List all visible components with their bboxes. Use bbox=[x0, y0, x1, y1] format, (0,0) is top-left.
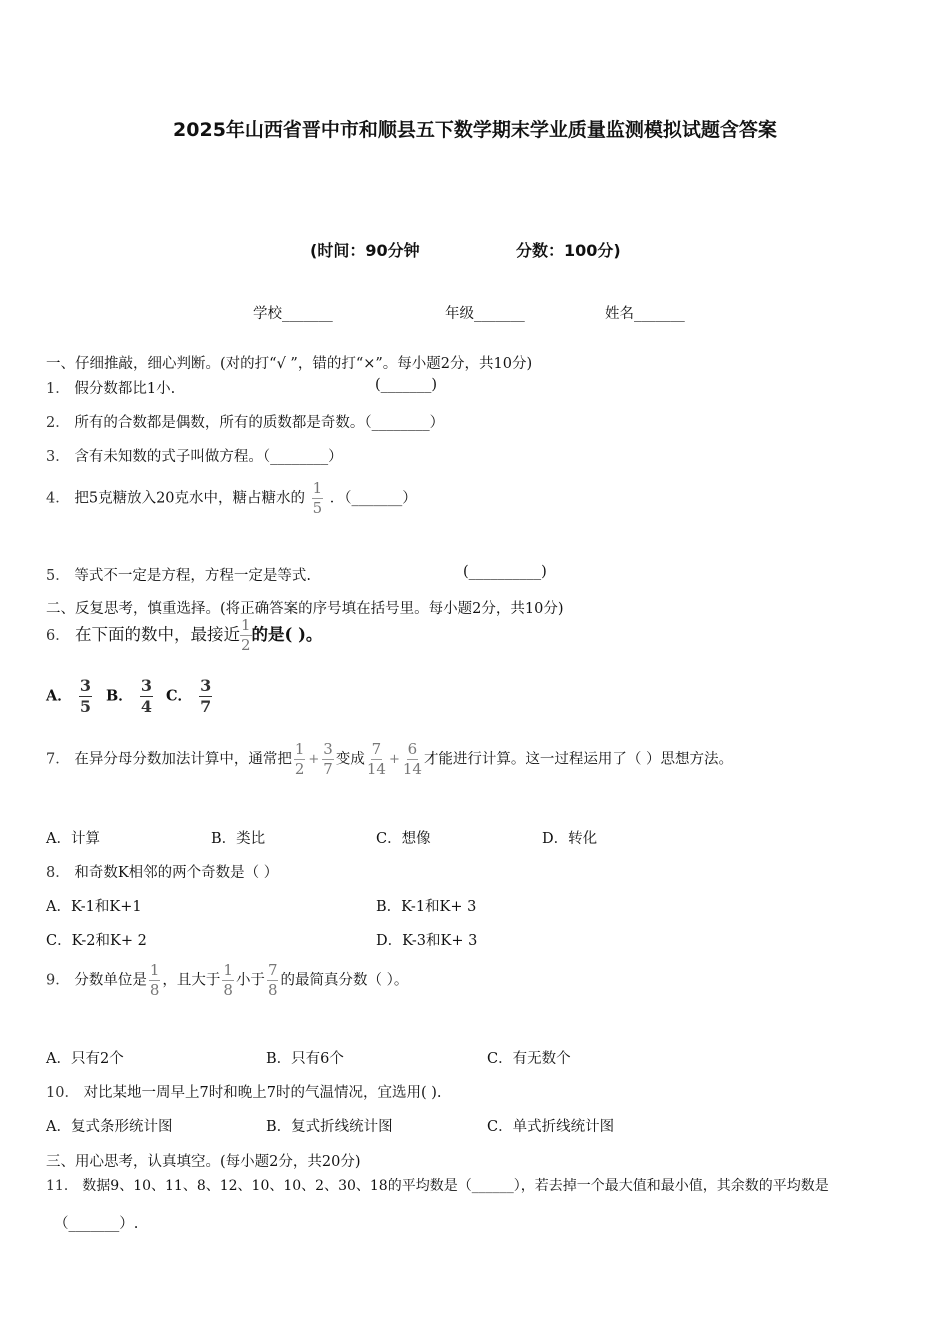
section1-heading: 一、仔细推敲，细心判断。(对的打“√ ”，错的打“×”。每小题2分，共10分) bbox=[46, 356, 533, 372]
numerator: 1 bbox=[312, 479, 323, 497]
question-text: 假分数都比1小. bbox=[74, 381, 176, 397]
denominator: 14 bbox=[402, 760, 422, 778]
option-label: C． bbox=[166, 687, 193, 705]
question-number: 2． bbox=[46, 415, 70, 431]
fraction-one-half bbox=[294, 742, 306, 777]
denominator: 14 bbox=[366, 760, 386, 778]
question-text: 把5克糖放入20克水中，糖占糖水的 bbox=[74, 490, 306, 507]
denominator: 8 bbox=[267, 981, 278, 999]
denominator: 8 bbox=[223, 981, 233, 999]
q6-option-c bbox=[166, 678, 214, 715]
question-text: 在异分母分数加法计算中，通常把 bbox=[74, 751, 292, 768]
fraction-seven-eighths bbox=[267, 963, 279, 998]
question-10 bbox=[46, 1081, 442, 1102]
question-11-continued: （_______）. bbox=[54, 1216, 139, 1232]
question-number: 5． bbox=[46, 568, 70, 584]
q9-option-a: A．只有2个 bbox=[46, 1051, 124, 1067]
answer-blank-1: (_______) bbox=[375, 377, 438, 393]
question-number: 9． bbox=[46, 972, 70, 989]
name-field: 姓名_______ bbox=[605, 306, 685, 322]
question-text: 分数单位是 bbox=[74, 972, 147, 989]
question-text-end: 的是( )。 bbox=[251, 625, 323, 644]
section3-heading: 三、用心思考，认真填空。(每小题2分，共20分) bbox=[46, 1154, 361, 1170]
question-2 bbox=[46, 411, 444, 432]
denominator: 7 bbox=[200, 697, 212, 716]
question-number: 8． bbox=[46, 865, 70, 881]
denominator: 5 bbox=[312, 499, 323, 517]
school-field: 学校_______ bbox=[253, 306, 333, 322]
denominator: 2 bbox=[240, 636, 251, 654]
fraction-three-sevenths bbox=[199, 678, 212, 715]
fraction-six-fourteenths bbox=[403, 742, 422, 777]
fraction-seven-fourteenths bbox=[367, 742, 386, 777]
question-1 bbox=[46, 377, 175, 398]
fraction-one-fifth bbox=[312, 481, 324, 516]
q9-option-c: C．有无数个 bbox=[487, 1051, 571, 1067]
fraction-three-fourths bbox=[140, 678, 153, 715]
question-text: 对比某地一周早上7时和晚上7时的气温情况，宜选用( ). bbox=[83, 1085, 442, 1101]
question-text: 含有未知数的式子叫做方程。（________） bbox=[74, 449, 343, 465]
question-4 bbox=[46, 481, 417, 516]
fraction-one-eighth bbox=[149, 963, 161, 998]
question-number: 3． bbox=[46, 449, 70, 465]
q8-option-d: D．K-3和K+ 3 bbox=[376, 933, 478, 949]
q6-option-a bbox=[46, 678, 94, 715]
numerator: 1 bbox=[240, 616, 251, 634]
q10-option-a: A．复式条形统计图 bbox=[46, 1119, 173, 1135]
question-text: 所有的合数都是偶数，所有的质数都是奇数。（________） bbox=[74, 415, 445, 431]
question-9 bbox=[46, 963, 408, 998]
q8-option-b: B．K-1和K+ 3 bbox=[376, 899, 477, 915]
numerator: 6 bbox=[407, 740, 418, 758]
numerator: 3 bbox=[140, 676, 152, 695]
fraction-one-half bbox=[240, 618, 252, 653]
question-3 bbox=[46, 445, 343, 466]
question-number: 7． bbox=[46, 751, 70, 768]
numerator: 7 bbox=[371, 740, 382, 758]
fraction-three-fifths bbox=[79, 678, 92, 715]
question-text-end: ．（_______） bbox=[329, 490, 417, 507]
denominator: 8 bbox=[149, 981, 160, 999]
numerator: 1 bbox=[149, 961, 160, 979]
question-text-end: 的最简真分数（ ）。 bbox=[280, 972, 409, 989]
question-text: 等式不一定是方程，方程一定是等式. bbox=[74, 568, 311, 584]
numerator: 1 bbox=[294, 740, 305, 758]
question-text-mid: 小于 bbox=[235, 972, 265, 989]
numerator: 1 bbox=[223, 961, 233, 979]
numerator: 3 bbox=[200, 676, 212, 695]
question-number: 4． bbox=[46, 490, 70, 507]
q10-option-c: C．单式折线统计图 bbox=[487, 1119, 615, 1135]
q10-option-b: B．复式折线统计图 bbox=[266, 1119, 393, 1135]
question-11 bbox=[46, 1175, 829, 1195]
question-text-mid: 变成 bbox=[335, 751, 365, 768]
numerator: 7 bbox=[267, 961, 278, 979]
denominator: 7 bbox=[323, 760, 333, 778]
denominator: 2 bbox=[294, 760, 305, 778]
option-label: A． bbox=[46, 687, 72, 705]
option-label: B． bbox=[106, 687, 133, 705]
q7-option-b: B．类比 bbox=[211, 831, 266, 847]
question-number: 1． bbox=[46, 381, 70, 397]
exam-score: 分数：100分) bbox=[516, 241, 621, 260]
question-5 bbox=[46, 564, 311, 585]
question-text: 数据9、10、11、8、12、10、10、2、30、18的平均数是（______），若去掉一个最大值和最小值，其余数的平均数是 bbox=[82, 1178, 829, 1194]
q6-option-b bbox=[106, 678, 155, 715]
q7-option-c: C．想像 bbox=[376, 831, 431, 847]
section2-heading: 二、反复思考，慎重选择。(将正确答案的序号填在括号里。每小题2分，共10分) bbox=[46, 601, 564, 617]
question-text-mid: ，且大于 bbox=[162, 972, 221, 989]
numerator: 3 bbox=[323, 740, 333, 758]
question-8 bbox=[46, 861, 278, 882]
fraction-one-eighth bbox=[222, 963, 234, 998]
exam-time: (时间：90分钟 bbox=[310, 241, 420, 260]
plus-sign: + bbox=[308, 752, 320, 767]
question-number: 11． bbox=[46, 1178, 78, 1194]
question-text: 在下面的数中，最接近 bbox=[74, 625, 240, 644]
denominator: 5 bbox=[79, 697, 91, 716]
q9-option-b: B．只有6个 bbox=[266, 1051, 344, 1067]
fraction-three-sevenths bbox=[322, 742, 334, 777]
answer-blank-5: (__________) bbox=[463, 564, 547, 580]
question-text: 和奇数K相邻的两个奇数是（ ） bbox=[74, 865, 279, 881]
q8-option-a: A．K-1和K+1 bbox=[46, 899, 142, 915]
q7-option-d: D．转化 bbox=[542, 831, 598, 847]
page-title: 2025年山西省晋中市和顺县五下数学期末学业质量监测模拟试题含答案 bbox=[173, 119, 777, 141]
question-6 bbox=[46, 618, 322, 653]
question-7 bbox=[46, 742, 733, 777]
denominator: 4 bbox=[140, 697, 152, 716]
question-number: 10． bbox=[46, 1085, 79, 1101]
q8-option-c: C．K-2和K+ 2 bbox=[46, 933, 147, 949]
question-text-end: 才能进行计算。这一过程运用了（ ）思想方法。 bbox=[423, 751, 734, 768]
plus-sign: + bbox=[388, 752, 400, 767]
numerator: 3 bbox=[79, 676, 91, 695]
question-number: 6． bbox=[46, 628, 70, 644]
grade-field: 年级_______ bbox=[445, 306, 525, 322]
q7-option-a: A．计算 bbox=[46, 831, 100, 847]
